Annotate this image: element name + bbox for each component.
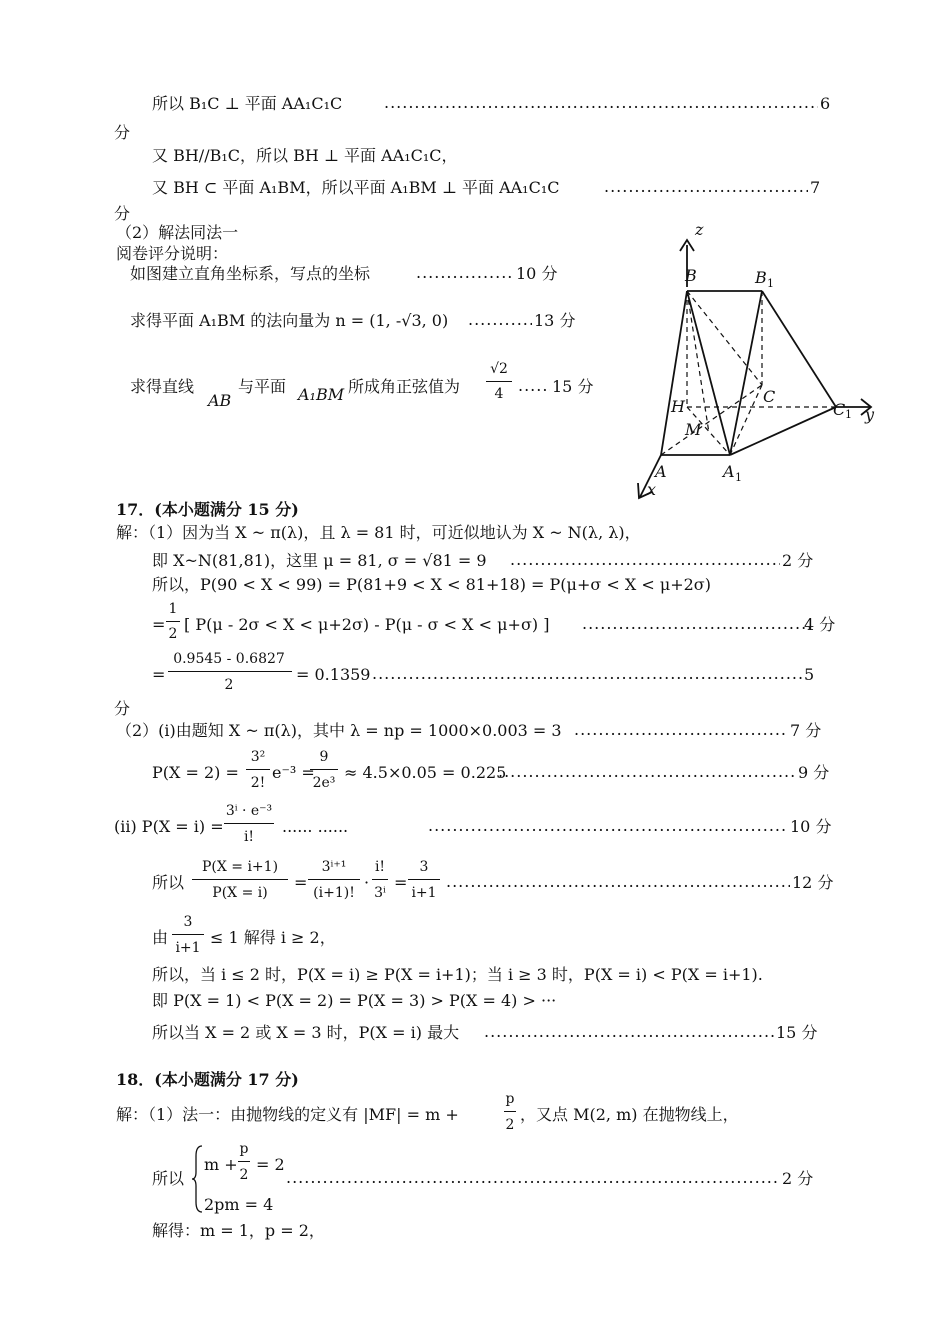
leader-dots xyxy=(468,310,532,329)
label-c1-sub: 1 xyxy=(845,408,852,421)
grading-plane-a1bm: A₁BM xyxy=(298,385,345,404)
q18-step1: 解：（1）法一：由抛物线的定义有 |MF| = m + xyxy=(116,1105,459,1124)
line-b1c-perp: 所以 B₁C ⊥ 平面 AA₁C₁C xyxy=(152,94,343,113)
q17-step4-eq: = xyxy=(152,615,166,634)
q17-conclusion: 所以当 X = 2 或 X = 3 时，P(X = i) 最大 xyxy=(152,1023,460,1042)
fraction-numerator: 9 xyxy=(319,749,329,765)
leader-dots xyxy=(428,816,788,835)
fraction-numerator: 3ⁱ⁺¹ xyxy=(321,859,347,875)
fraction-bar xyxy=(168,671,292,672)
q17-score-7: 7 分 xyxy=(790,721,822,740)
edge-bc-dashed xyxy=(687,291,762,385)
q17-ratio-label: 所以 xyxy=(152,873,185,892)
label-x: x xyxy=(647,480,657,499)
q17-gap-dots: ...... ...... xyxy=(282,817,349,836)
leader-dots xyxy=(446,872,790,891)
fraction-numerator: 3² xyxy=(250,749,266,765)
q18-step1-post: ，又点 M(2, m) 在抛物线上， xyxy=(520,1105,739,1124)
q17-score-5: 5 xyxy=(804,665,815,684)
q17-score-10: 10 分 xyxy=(790,817,832,836)
leader-dots xyxy=(498,762,796,781)
fraction-bar xyxy=(486,381,512,382)
leader-dots xyxy=(384,93,818,112)
label-h: H xyxy=(671,397,685,416)
leader-dots xyxy=(582,614,812,633)
q17-score-2: 2 分 xyxy=(782,551,814,570)
grading-normal-vector: 求得平面 A₁BM 的法向量为 n = (1, -√3, 0) xyxy=(130,311,449,330)
edge-ac-dashed xyxy=(661,385,762,455)
system-brace xyxy=(192,1144,204,1214)
label-b1: B xyxy=(755,268,767,287)
q17-score-15: 15 分 xyxy=(776,1023,818,1042)
q18-system-row2: 2pm = 4 xyxy=(204,1195,274,1214)
q18-system-label: 所以 xyxy=(152,1169,185,1188)
fraction-bar xyxy=(224,823,274,824)
grading-notes-heading: 阅卷评分说明： xyxy=(116,244,229,263)
label-a1-sub: 1 xyxy=(735,471,742,484)
label-c1: C xyxy=(833,400,846,419)
fraction-numerator: P(X = i+1) xyxy=(201,859,279,875)
fraction-numerator: 0.9545 - 0.6827 xyxy=(173,651,285,667)
leader-dots xyxy=(510,550,780,569)
q18-score-2: 2 分 xyxy=(782,1169,814,1188)
fraction-numerator: p xyxy=(239,1141,249,1157)
leader-dots xyxy=(286,1168,780,1187)
fraction-numerator: 1 xyxy=(168,601,178,617)
q17-part2-ii: (ii) P(X = i) = xyxy=(114,817,224,836)
fraction-denominator: 2e³ xyxy=(312,775,336,791)
leader-dots xyxy=(518,376,550,395)
q17-solve-label: 由 xyxy=(152,928,169,947)
q18-title: 18．(本小题满分 17 分) xyxy=(116,1070,299,1089)
q17-part2-i: （2）(i)由题知 X ~ π(λ)，其中 λ = np = 1000×0.003 = 3 xyxy=(116,721,562,740)
q17-score-4: 4 分 xyxy=(804,615,836,634)
q17-score-9: 9 分 xyxy=(798,763,830,782)
fraction-denominator: 2 xyxy=(505,1117,515,1133)
fraction-denominator: i+1 xyxy=(411,885,437,901)
label-z: z xyxy=(695,220,704,239)
label-a: A xyxy=(655,462,667,481)
grading-sine-angle-e: 所成角正弦值为 xyxy=(348,377,461,396)
score-unit: 分 xyxy=(114,123,131,142)
q17-px2: P(X = 2) = xyxy=(152,763,239,782)
grading-line-ab: AB xyxy=(208,391,232,410)
fraction-numerator: 3 xyxy=(419,859,429,875)
score-13: 13 分 xyxy=(534,311,576,330)
q17-chain: 即 P(X = 1) < P(X = 2) = P(X = 3) > P(X = 4) > ··· xyxy=(152,991,557,1010)
leader-dots xyxy=(416,263,514,282)
label-a1: A xyxy=(723,462,735,481)
score-7: 7 xyxy=(810,178,821,197)
grading-sine-angle-c: 与平面 xyxy=(238,377,287,396)
q17-step1: 解：（1）因为当 X ~ π(λ)，且 λ = 81 时，可近似地认为 X ~ N(λ, λ)， xyxy=(116,523,641,542)
fraction-numerator: 3ⁱ · e⁻³ xyxy=(225,803,273,819)
fraction-numerator: √2 xyxy=(490,361,508,377)
q17-ratio-eq: = xyxy=(294,873,308,892)
prism-coordinate-figure xyxy=(625,215,885,505)
leader-dots xyxy=(574,720,788,739)
fraction-denominator: 2 xyxy=(239,1167,249,1183)
fraction-bar xyxy=(310,769,338,770)
fraction-bar xyxy=(504,1111,516,1112)
q17-title: 17．(本小题满分 15 分) xyxy=(116,500,299,519)
q17-score-12: 12 分 xyxy=(792,873,834,892)
q17-monotone: 所以，当 i ≤ 2 时，P(X = i) ≥ P(X = i+1)；当 i ≥ 3 时，P(X = i) < P(X = i+1). xyxy=(152,965,763,984)
fraction-numerator: 3 xyxy=(183,914,193,930)
fraction-denominator: (i+1)! xyxy=(313,885,355,901)
fraction-denominator: i! xyxy=(243,829,255,845)
fraction-denominator: 2! xyxy=(250,775,266,791)
fraction-bar xyxy=(246,769,270,770)
edge-b1a1 xyxy=(730,291,762,455)
fraction-denominator: i+1 xyxy=(175,940,201,956)
fraction-bar xyxy=(172,934,204,935)
score-unit: 分 xyxy=(114,699,131,718)
fraction-numerator: p xyxy=(505,1091,515,1107)
line-bh-subset: 又 BH ⊂ 平面 A₁BM，所以平面 A₁BM ⊥ 平面 AA₁C₁C xyxy=(152,178,560,197)
score-6: 6 xyxy=(820,94,831,113)
fraction-bar xyxy=(308,879,360,880)
leader-dots xyxy=(604,177,808,196)
q17-ratio-eq2: = xyxy=(394,873,408,892)
score-15: 15 分 xyxy=(552,377,594,396)
fraction-numerator: i! xyxy=(374,859,386,875)
q17-step2: 即 X~N(81,81)，这里 μ = 81, σ = √81 = 9 xyxy=(152,551,487,570)
label-b: B xyxy=(685,266,697,285)
edge-a1c1 xyxy=(730,407,836,455)
q17-ratio-dot: · xyxy=(364,873,370,892)
q17-step5-eq: = xyxy=(152,665,166,684)
q17-px2-result: ≈ 4.5×0.05 = 0.225 xyxy=(344,763,507,782)
edge-ba xyxy=(661,291,687,455)
leader-dots xyxy=(484,1022,774,1041)
fraction-bar xyxy=(238,1161,250,1162)
fraction-denominator: P(X = i) xyxy=(212,885,268,901)
q17-step3: 所以，P(90 < X < 99) = P(81+9 < X < 81+18) = P(μ+σ < X < μ+2σ) xyxy=(152,575,711,594)
leader-dots xyxy=(372,664,802,683)
fraction-denominator: 4 xyxy=(494,386,504,402)
part2-same-method: （2）解法同法一 xyxy=(116,223,239,242)
line-bh-parallel: 又 BH//B₁C，所以 BH ⊥ 平面 AA₁C₁C， xyxy=(152,146,458,165)
label-b1-sub: 1 xyxy=(767,277,774,290)
q17-solve-result: ≤ 1 解得 i ≥ 2， xyxy=(210,928,336,947)
fraction-denominator: 2 xyxy=(168,626,178,642)
q18-system-row1-post: = 2 xyxy=(256,1155,285,1174)
grading-coordinate-system: 如图建立直角坐标系，写点的坐标 xyxy=(130,264,371,283)
score-10: 10 分 xyxy=(516,264,558,283)
fraction-denominator: 3ⁱ xyxy=(374,885,386,901)
q17-px2-mid: e⁻³ = xyxy=(272,763,315,782)
q18-solve: 解得：m = 1，p = 2， xyxy=(152,1221,325,1240)
fraction-bar xyxy=(192,879,288,880)
label-y: y xyxy=(865,405,875,424)
fraction-bar xyxy=(408,879,440,880)
q17-step4: [ P(μ - 2σ < X < μ+2σ) - P(μ - σ < X < μ+σ) ] xyxy=(184,615,550,634)
grading-sine-angle-a: 求得直线 xyxy=(130,377,195,396)
q18-system-row1-pre: m + xyxy=(204,1155,238,1174)
label-c: C xyxy=(763,387,776,406)
q17-step5-result: = 0.1359 xyxy=(296,665,371,684)
score-unit: 分 xyxy=(114,204,131,223)
fraction-bar xyxy=(166,621,180,622)
fraction-denominator: 2 xyxy=(224,677,234,693)
fraction-bar xyxy=(372,879,388,880)
label-m: M xyxy=(685,420,702,439)
